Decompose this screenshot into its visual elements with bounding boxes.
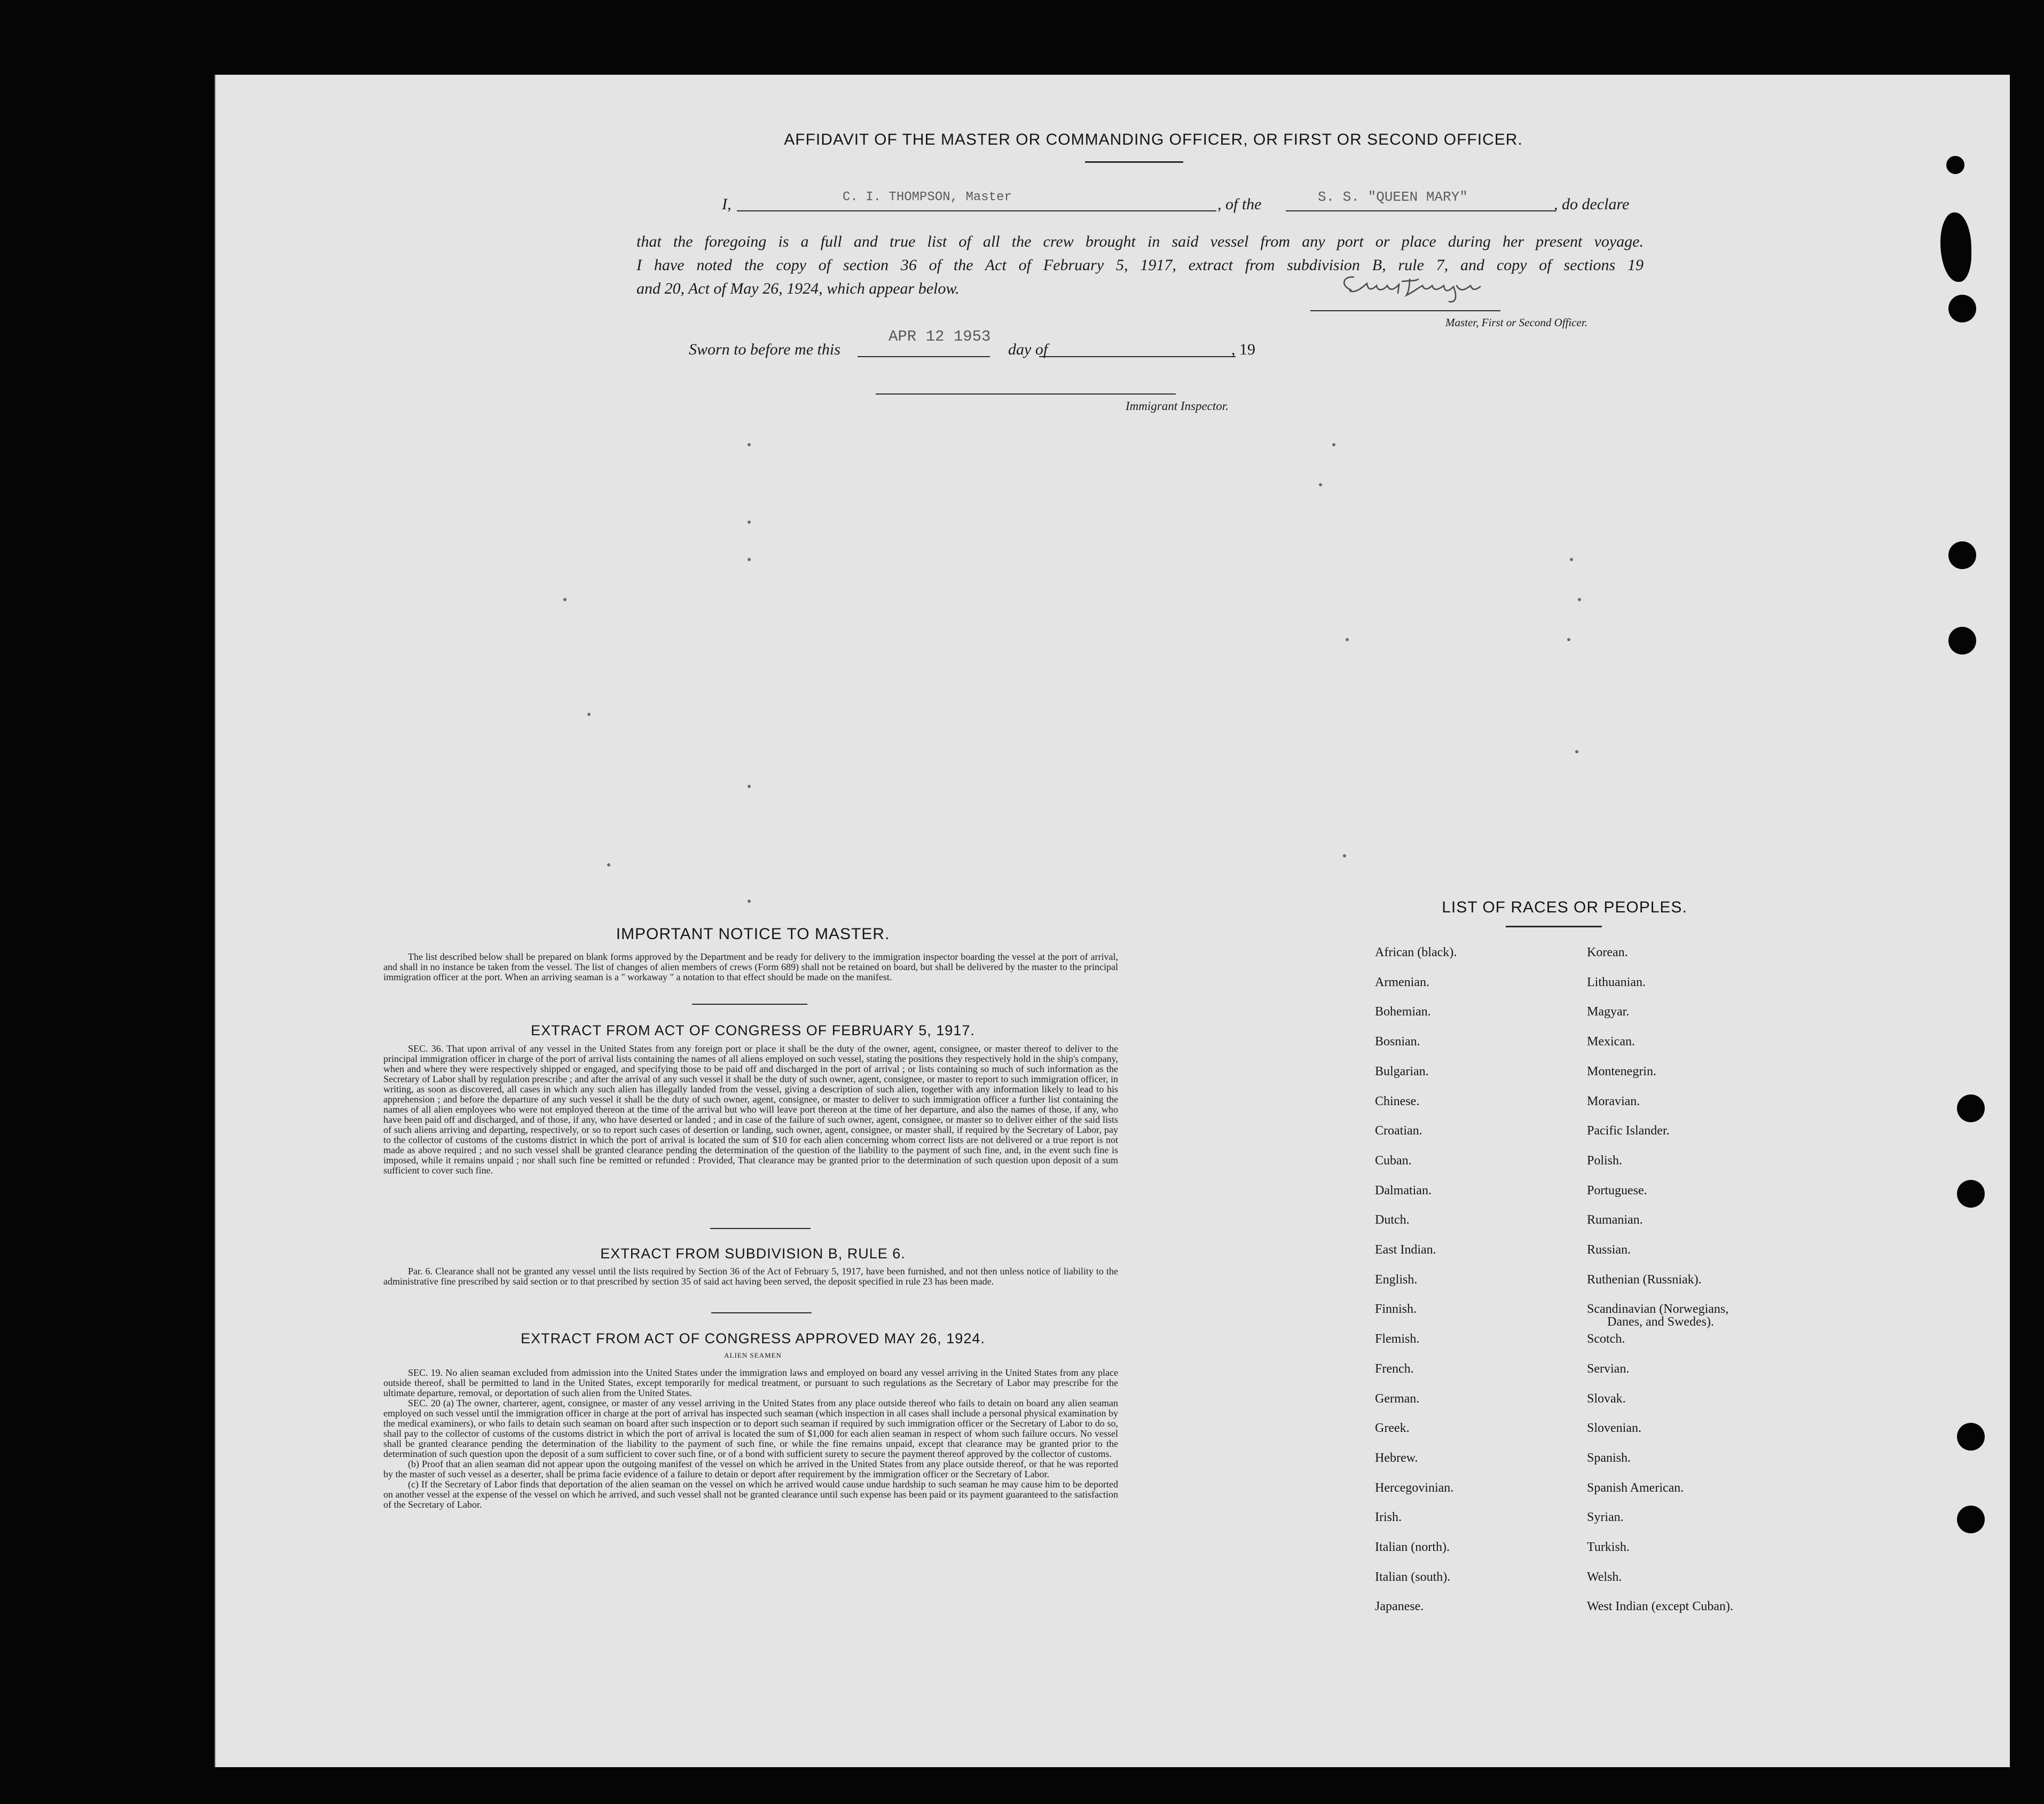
race-item: Italian (north).	[1375, 1540, 1450, 1555]
races-title-rule	[1506, 926, 1602, 927]
race-item: Bohemian.	[1375, 1005, 1431, 1019]
race-item: Russian.	[1587, 1243, 1631, 1257]
affidavit-body-line2: I have noted the copy of section 36 of the Act of February 5, 1917, extract from subdivision B, rule 7, and copy of sections 19	[636, 256, 1644, 274]
race-scandinavian-continued: Danes, and Swedes).	[1607, 1315, 1714, 1329]
race-item: Montenegrin.	[1587, 1064, 1656, 1078]
binder-hole	[1948, 295, 1976, 322]
notice-rule	[692, 1004, 807, 1005]
sec20a-paragraph: SEC. 20 (a) The owner, charterer, agent, consignee, or master of any vessel arriving in the United States from any place outside thereof who fails to detain on board any alien seaman employed on such vessel until the immigration officer in charge at the port of arrival has inspected such seaman (which inspection in all cases shall include a personal physical examination by the medical examiners), or who fails to detain such seaman on board after such inspection or to deport such seaman if required by such immigration officer or the Secretary of Labor to do so, shall pay to the collector of customs of the customs district in which the port of arrival is located the sum of $1,000 for each alien seaman in respect of whom such failure occurs. No vessel shall be granted clearance pending the determination of the liability to the payment of such fine, or while the fine remains unpaid, except that clearance may be granted prior to the determination of such question upon the deposit of a sum sufficient to cover such fine, or of a bond with sufficient surety to secure the payment thereof approved by the collector of customs.	[383, 1398, 1118, 1459]
affidavit-body-line1: that the foregoing is a full and true list of all the crew brought in said vessel from any port or place during her present voyage.	[636, 233, 1644, 250]
race-item: Bulgarian.	[1375, 1064, 1429, 1078]
extract-1924-text	[383, 1368, 1118, 1510]
race-item: Korean.	[1587, 946, 1628, 959]
race-item: Spanish.	[1587, 1451, 1631, 1465]
race-item: Hebrew.	[1375, 1451, 1418, 1465]
scan-dot	[1332, 443, 1335, 446]
race-item: Magyar.	[1587, 1005, 1630, 1019]
binder-hole	[1948, 627, 1976, 655]
scan-blemish	[1946, 156, 1964, 174]
day-of-line	[1039, 356, 1236, 357]
race-item: Greek.	[1375, 1421, 1410, 1436]
par6-paragraph: Par. 6. Clearance shall not be granted any vessel until the lists required by Section 36 of the Act of February 5, 1917, have been furnished, and not then unless notice of liability to the administrative fine prescribed by said section or to that prescribed by section 35 of said act having been served, the deposit specified in rule 23 has been made.	[383, 1266, 1118, 1287]
race-item: Slovak.	[1587, 1391, 1626, 1406]
race-item: Polish.	[1587, 1153, 1623, 1168]
sec20c-paragraph: (c) If the Secretary of Labor finds that deportation of the alien seaman on the vessel on which he arrived would cause undue hardship to such seaman he may cause him to be deported on another vessel at the expense of the vessel on which he arrived, and such vessel shall not be granted clearance until such expense has been paid or its payment guaranteed to the satisfaction of the Secretary of Labor.	[383, 1479, 1118, 1510]
scan-dot	[748, 558, 751, 561]
race-item: Slovenian.	[1587, 1421, 1641, 1436]
race-item: Moravian.	[1587, 1094, 1640, 1108]
sec19-paragraph: SEC. 19. No alien seaman excluded from admission into the United States under the immigration laws and employed on board any vessel arriving in the United States from any place outside thereof, shall be permitted to land in the United States, except temporarily for medical treatment, or pursuant to such regulations as the Secretary of Labor may prescribe for the ultimate departure, removal, or deportation of such alien from the United States.	[383, 1367, 1118, 1398]
race-item: Portuguese.	[1587, 1183, 1647, 1198]
scan-dot	[1319, 483, 1322, 486]
i-label: I,	[722, 195, 732, 213]
extract-1924-title: EXTRACT FROM ACT OF CONGRESS APPROVED MAY 26, 1924.	[521, 1330, 985, 1346]
race-item: Welsh.	[1587, 1570, 1622, 1584]
document-sheet	[215, 75, 2010, 1767]
scan-dot	[1346, 638, 1349, 641]
race-item: Scandinavian (Norwegians,	[1587, 1302, 1729, 1317]
affidavit-title: AFFIDAVIT OF THE MASTER OR COMMANDING OFFICER, OR FIRST OR SECOND OFFICER.	[784, 131, 1523, 148]
notice-paragraph: The list described below shall be prepared on blank forms approved by the Department and be ready for delivery to the immigration inspector boarding the vessel at the port of arrival, and shall in no instance be taken from the vessel. The list of changes of alien members of crews (Form 689) shall not be retained on board, but shall be delivered by the master to the principal immigration officer at the port. When an arriving seaman is a " workaway " a notation to that effect should be made on the manifest.	[383, 951, 1118, 982]
race-item: East Indian.	[1375, 1243, 1436, 1257]
race-item: Ruthenian (Russniak).	[1587, 1272, 1702, 1287]
race-item: Armenian.	[1375, 975, 1429, 989]
year-prefix: , 19	[1231, 341, 1255, 358]
race-item: Chinese.	[1375, 1094, 1420, 1108]
inspector-caption: Immigrant Inspector.	[1126, 399, 1229, 413]
race-item: Lithuanian.	[1587, 975, 1646, 989]
race-item: Scotch.	[1587, 1332, 1625, 1346]
race-item: African (black).	[1375, 946, 1457, 959]
signature-caption: Master, First or Second Officer.	[1445, 316, 1587, 329]
do-declare-label: , do declare	[1554, 195, 1630, 213]
master-name-value: C. I. THOMPSON, Master	[843, 190, 1012, 204]
affidavit-body-line3: and 20, Act of May 26, 1924, which appear below.	[636, 280, 960, 297]
extract-rule6-title: EXTRACT FROM SUBDIVISION B, RULE 6.	[600, 1246, 906, 1262]
extract-rule6-rule	[711, 1312, 812, 1313]
sworn-date-line	[858, 356, 990, 357]
binder-hole	[1948, 541, 1976, 569]
race-item: English.	[1375, 1272, 1418, 1287]
of-the-label: , of the	[1217, 195, 1262, 213]
extract-1917-rule	[710, 1228, 811, 1229]
race-item: Dutch.	[1375, 1213, 1410, 1227]
race-item: Cuban.	[1375, 1153, 1412, 1168]
race-item: Hercegovinian.	[1375, 1480, 1454, 1495]
race-item: Syrian.	[1587, 1510, 1624, 1525]
race-item: Turkish.	[1587, 1540, 1630, 1555]
master-name-line	[737, 210, 1216, 211]
notice-text	[383, 952, 1118, 982]
race-item: West Indian (except Cuban).	[1587, 1600, 1733, 1614]
extract-1917-title: EXTRACT FROM ACT OF CONGRESS OF FEBRUARY 5, 1917.	[531, 1022, 975, 1038]
signature-line	[1310, 310, 1500, 311]
race-item: Servian.	[1587, 1361, 1630, 1376]
race-item: Pacific Islander.	[1587, 1124, 1670, 1138]
master-signature	[1335, 270, 1511, 307]
scan-dot	[563, 598, 567, 601]
sec20b-paragraph: (b) Proof that an alien seaman did not appear upon the outgoing manifest of the vessel on which he arrived in the United States from any place outside thereof, or that he was reported by the master of such vessel as a deserter, shall be prima facie evidence of a failure to detain or deport after requirement by the immigration officer or the Secretary of Labor.	[383, 1459, 1118, 1479]
races-title: LIST OF RACES OR PEOPLES.	[1442, 899, 1687, 916]
alien-seamen-subtitle: ALIEN SEAMEN	[724, 1351, 782, 1359]
race-item: Finnish.	[1375, 1302, 1417, 1317]
scan-dot	[1575, 750, 1578, 753]
race-item: Croatian.	[1375, 1124, 1422, 1138]
race-item: Irish.	[1375, 1510, 1402, 1525]
binder-hole	[1957, 1423, 1985, 1451]
scan-dot	[607, 863, 610, 866]
sworn-label: Sworn to before me this	[689, 341, 840, 358]
scan-dot	[748, 521, 751, 524]
extract-1917-text	[383, 1044, 1118, 1176]
notice-title: IMPORTANT NOTICE TO MASTER.	[616, 925, 890, 943]
vessel-value: S. S. "QUEEN MARY"	[1318, 189, 1468, 205]
extract-rule6-text	[383, 1266, 1118, 1287]
scan-dot	[748, 443, 751, 446]
binder-hole	[1957, 1506, 1985, 1533]
binder-hole	[1957, 1094, 1985, 1122]
race-item: Italian (south).	[1375, 1570, 1451, 1584]
race-item: Dalmatian.	[1375, 1183, 1432, 1198]
sec36-paragraph: SEC. 36. That upon arrival of any vessel in the United States from any foreign port or place it shall be the duty of the owner, agent, consignee, or master thereof to deliver to the principal immigration officer in charge of the port of arrival lists containing the names of all aliens employed on such vessel, stating the positions they respectively hold in the ship's company, when and where they were respectively shipped or engaged, and specifying those to be paid off and discharged in the port of arrival ; or lists containing so much of such information as the Secretary of Labor shall by regulation prescribe ; and after the arrival of any such vessel it shall be the duty of such owner, agent, consignee, or master to report to such immigration officer, in writing, as soon as discovered, all cases in which any such alien has illegally landed from the vessel, giving a description of such alien, together with any information likely to lead to his apprehension ; and before the departure of any such vessel it shall be the duty of such owner, agent, consignee, or master to deliver to such immigration officer a further list containing the names of all alien employees who were not employed thereon at the time of the arrival but who will leave port thereon at the time of her departure, and also the names of those, if any, who have been paid off and discharged, and of those, if any, who have deserted or landed ; and in case of the failure of such owner, agent, consignee, or master so to deliver either of the said lists of such aliens arriving and departing, respectively, or so to report such cases of desertion or landing, such owner, agent, consignee, or master shall, if required by the Secretary of Labor, pay to the collector of customs of the customs district in which the port of arrival is located the sum of $10 for each alien concerning whom correct lists are not delivered or a true report is not made as above required ; and no such vessel shall be granted clearance pending the determination of the question of the liability to the payment of such fine, and, in the event such fine is imposed, while it remains unpaid ; nor shall such fine be remitted or refunded : Provided, That clearance may be granted prior to the determination of such question upon deposit of a sum sufficient to cover such fine.	[383, 1043, 1118, 1176]
race-item: Flemish.	[1375, 1332, 1420, 1346]
race-item: Rumanian.	[1587, 1213, 1643, 1227]
scan-dot	[748, 785, 751, 788]
scan-dot	[748, 900, 751, 903]
day-of-label: day of	[1008, 341, 1048, 358]
binder-hole	[1957, 1180, 1985, 1208]
sworn-date-stamp: APR 12 1953	[889, 328, 991, 345]
race-item: Bosnian.	[1375, 1035, 1420, 1049]
scan-dot	[1343, 854, 1346, 857]
scan-dot	[587, 713, 591, 716]
race-item: Mexican.	[1587, 1035, 1635, 1049]
race-item: Japanese.	[1375, 1600, 1424, 1614]
scan-dot	[1570, 558, 1573, 561]
vessel-line	[1286, 210, 1556, 211]
affidavit-title-rule	[1085, 161, 1183, 163]
race-item: French.	[1375, 1361, 1414, 1376]
race-item: German.	[1375, 1391, 1420, 1406]
scan-dot	[1567, 638, 1570, 641]
inspector-signature-line	[876, 393, 1176, 395]
races-left-column	[1375, 938, 1457, 1622]
races-right-column	[1587, 938, 1733, 1622]
scan-dot	[1578, 598, 1581, 601]
race-item: Spanish American.	[1587, 1480, 1684, 1495]
